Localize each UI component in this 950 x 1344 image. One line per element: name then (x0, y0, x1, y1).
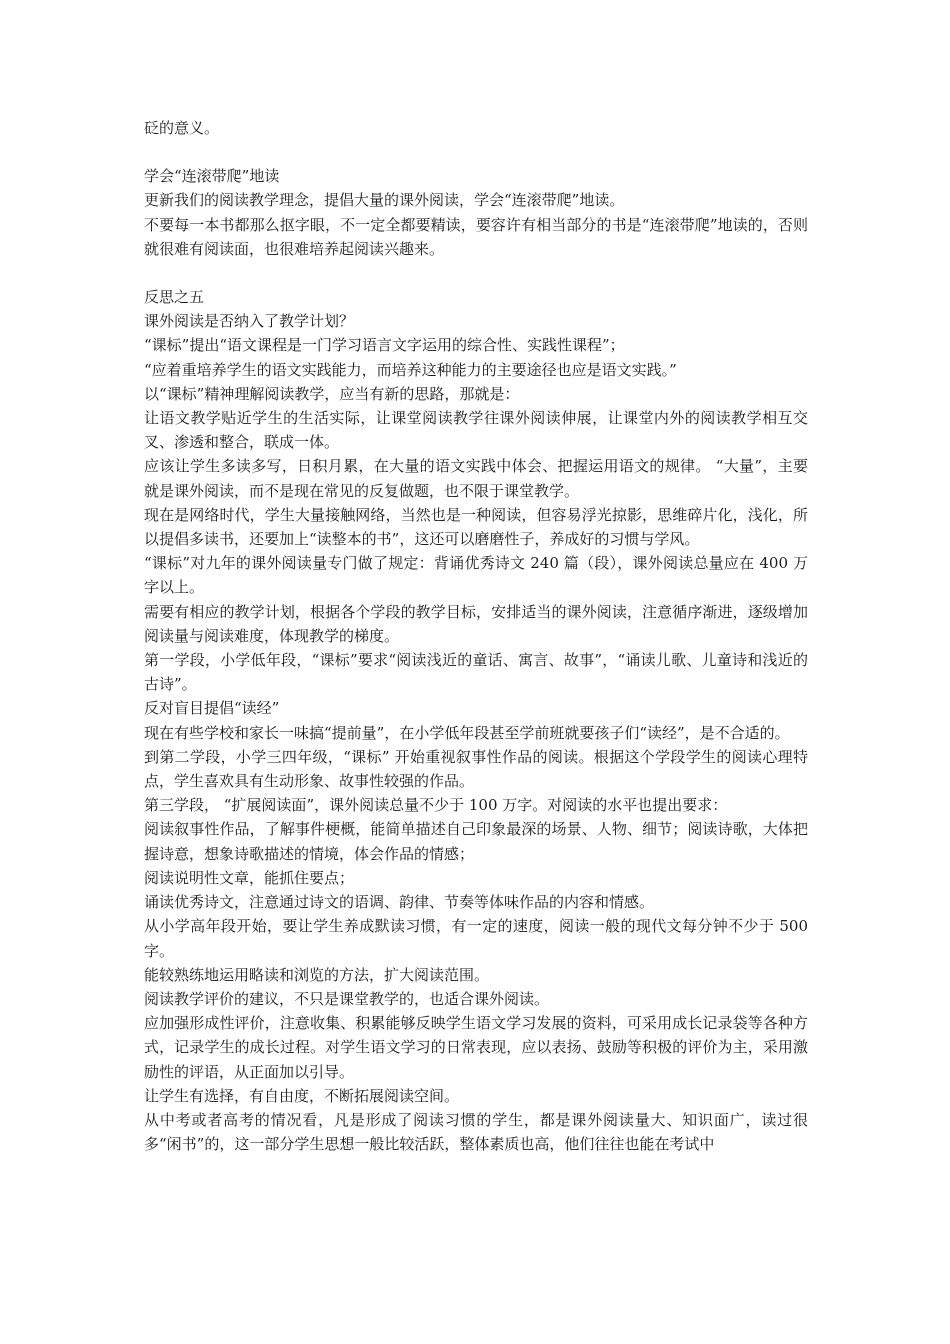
paragraph: 到第二学段，小学三四年级，“课标” 开始重视叙事性作品的阅读。根据这个学段学生的阅读心理特点，学生喜欢具有生动形象、故事性较强的作品。 (144, 747, 808, 791)
paragraph: 从中考或者高考的情况看，凡是形成了阅读习惯的学生，都是课外阅读量大、知识面广，读过很多“闲书”的，这一部分学生思想一般比较活跃，整体素质也高，他们往往也能在考试中 (144, 1110, 808, 1154)
paragraph: 第三学段， “扩展阅读面”，课外阅读总量不少于 100 万字。对阅读的水平也提出要求： (144, 796, 728, 815)
paragraph: 应加强形成性评价，注意收集、积累能够反映学生语文学习发展的资料，可采用成长记录袋等各种方式，记录学生的成长过程。对学生语文学习的日常表现，应以表扬、鼓励等积极的评价为主，采用激励性的评语，从正面加以引导。 (144, 1014, 808, 1081)
paragraph: “应着重培养学生的语文实践能力，而培养这种能力的主要途径也应是语文实践。” (144, 360, 677, 379)
paragraph: 现在有些学校和家长一味搞“提前量”，在小学低年段甚至学前班就要孩子们“读经”，是不合适的。 (144, 723, 790, 742)
paragraph: 让语文教学贴近学生的生活实际，让课堂阅读教学往课外阅读伸展，让课堂内外的阅读教学相互交叉、渗透和整合，联成一体。 (144, 409, 808, 452)
document-page (144, 116, 808, 1156)
blank-line (144, 140, 808, 164)
section-heading: 反思之五 (144, 288, 205, 307)
paragraph: 课外阅读是否纳入了教学计划？ (144, 312, 355, 331)
paragraph: 从小学高年段开始，要让学生养成默读习惯，有一定的速度，阅读一般的现代文每分钟不少于 500 字。 (144, 917, 808, 960)
paragraph: 应该让学生多读多写，日积月累，在大量的语文实践中体会、把握运用语文的规律。 “大量”，主要就是课外阅读，而不是现在常见的反复做题，也不限于课堂教学。 (144, 457, 808, 500)
paragraph: 阅读叙事性作品，了解事件梗概，能简单描述自己印象最深的场景、人物、细节；阅读诗歌，大体把握诗意，想象诗歌描述的情境，体会作品的情感； (144, 820, 808, 863)
paragraph: 让学生有选择，有自由度，不断拓展阅读空间。 (144, 1086, 460, 1105)
paragraph: 第一学段，小学低年段，“课标”要求“阅读浅近的童话、寓言、故事”，“诵读儿歌、儿童诗和浅近的古诗”。 (144, 651, 808, 694)
paragraph: 能较熟练地运用略读和浏览的方法，扩大阅读范围。 (144, 965, 490, 984)
blank-line (144, 261, 808, 285)
paragraph: 需要有相应的教学计划，根据各个学段的教学目标，安排适当的课外阅读，注意循序渐进，逐级增加阅读量与阅读难度，体现教学的梯度。 (144, 602, 808, 645)
paragraph: 以“课标”精神理解阅读教学，应当有新的思路，那就是： (144, 384, 520, 403)
section-heading: 反对盲目提倡“读经” (144, 699, 280, 718)
paragraph: “课标”提出“语文课程是一门学习语言文字运用的综合性、实践性课程”； (144, 336, 625, 355)
paragraph: 现在是网络时代，学生大量接触网络，当然也是一种阅读，但容易浮光掠影，思维碎片化，浅化，所以提倡多读书，还要加上“读整本的书”，这还可以磨磨性子，养成好的习惯与学风。 (144, 505, 808, 549)
paragraph: 阅读教学评价的建议，不只是课堂教学的，也适合课外阅读。 (144, 989, 550, 1008)
paragraph: 更新我们的阅读教学理念，提倡大量的课外阅读，学会“连滚带爬”地读。 (144, 191, 625, 210)
paragraph: 不要每一本书都那么抠字眼，不一定全都要精读，要容许有相当部分的书是“连滚带爬”地读的，否则就很难有阅读面，也很难培养起阅读兴趣来。 (144, 215, 808, 258)
paragraph: 诵读优秀诗文，注意通过诗文的语调、韵律、节奏等体味作品的内容和情感。 (144, 893, 655, 912)
section-heading: 学会“连滚带爬”地读 (144, 167, 280, 186)
paragraph: “课标”对九年的课外阅读量专门做了规定：背诵优秀诗文 240 篇（段），课外阅读总量应在 400 万字以上。 (144, 554, 808, 597)
paragraph: 砭的意义。 (144, 119, 220, 137)
paragraph: 阅读说明性文章，能抓住要点； (144, 868, 355, 887)
